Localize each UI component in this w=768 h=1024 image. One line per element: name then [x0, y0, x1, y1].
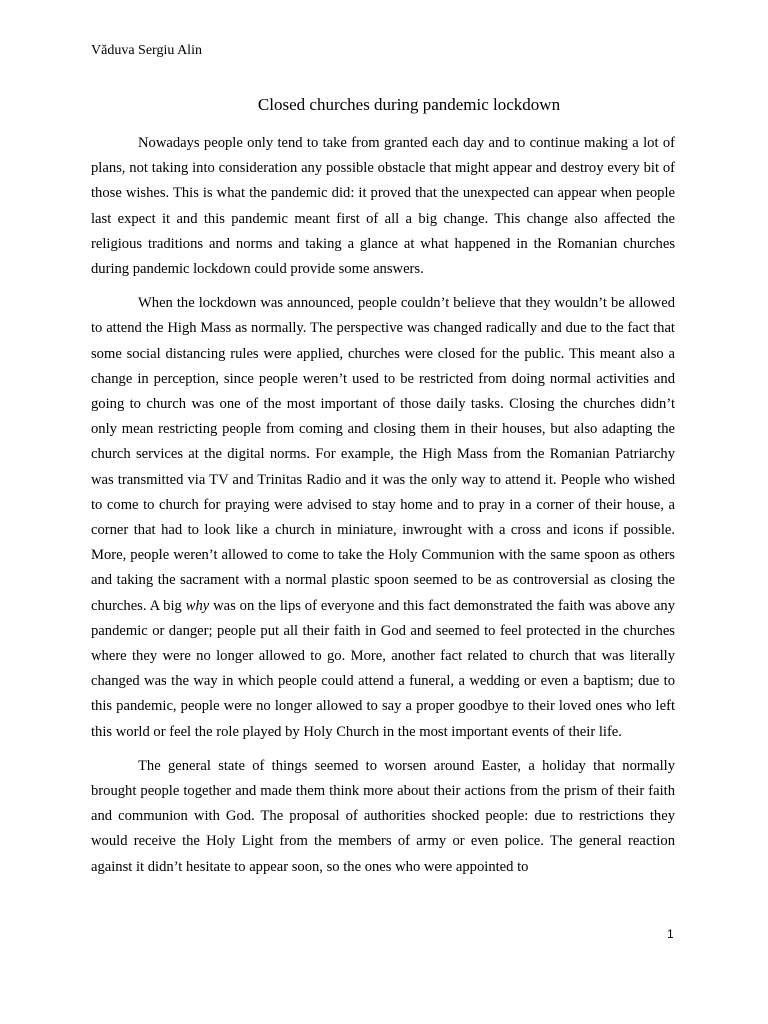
paragraph-2: [91, 291, 675, 745]
document-body: [91, 131, 675, 889]
page-number: 1: [667, 927, 674, 941]
paragraph-1-text: Nowadays people only tend to take from granted each day and to continue making a lot of plans, not taking into consideration any possible obstacle that might appear and destroy every bit of those wishes. This is what the pandemic did: it proved that the unexpected can appear when people last expect it and this pandemic meant first of all a big change. This change also affected the religious traditions and norms and taking a glance at what happened in the Romanian churches during pandemic lockdown could provide some answers.: [91, 135, 675, 278]
paragraph-3-text: The general state of things seemed to worsen around Easter, a holiday that normally brought people together and made them think more about their actions from the prism of their faith and communion with God. The proposal of authorities shocked people: due to restrictions they would receive the Holy Light from the members of army or even police. The general reaction against it didn’t hesitate to appear soon, so the ones who were appointed to: [91, 757, 675, 875]
paragraph-2-italic-word: why: [185, 597, 210, 614]
document-title: Closed churches during pandemic lockdown: [257, 95, 561, 114]
paragraph-2-text-start: When the lockdown was announced, people couldn’t believe that they wouldn’t be allowed to attend the High Mass as normally. The perspective was changed radically and due to the fact that some social distancing rules were applied, churches were closed for the public. This meant also a change in perception, since people weren’t used to be restricted from doing normal activities and going to church was one of the most important of those daily tasks. Closing the churches didn’t only mean restricting people from coming and closing them in their houses, but also adapting the church services at the digital norms. For example, the High Mass from the Romanian Patriarchy was transmitted via TV and Trinitas Radio and it was the only way to attend it. People who wished to come to church for praying were advised to stay home and to pray in a corner of their house, a corner that had to look like a church in miniature, inwrought with a cross and icons if possible. More, people weren’t allowed to come to take the Holy Communion with the same spoon as others and taking the sacrament with a normal plastic spoon seemed to be as controversial as closing the churches. A big: [91, 295, 675, 614]
author-header: Văduva Sergiu Alin: [91, 43, 202, 58]
paragraph-3: [91, 754, 675, 880]
paragraph-2-text-end: was on the lips of everyone and this fact demonstrated the faith was above any pandemic or danger; people put all their faith in God and seemed to feel protected in the churches where they were no longer allowed to go. More, another fact related to church that was literally changed was the way in which people could attend a funeral, a wedding or even a baptism; due to this pandemic, people were no longer allowed to say a proper goodbye to their loved ones who left this world or feel the role played by Holy Church in the most important events of their life.: [91, 597, 675, 740]
paragraph-1: [91, 131, 675, 282]
